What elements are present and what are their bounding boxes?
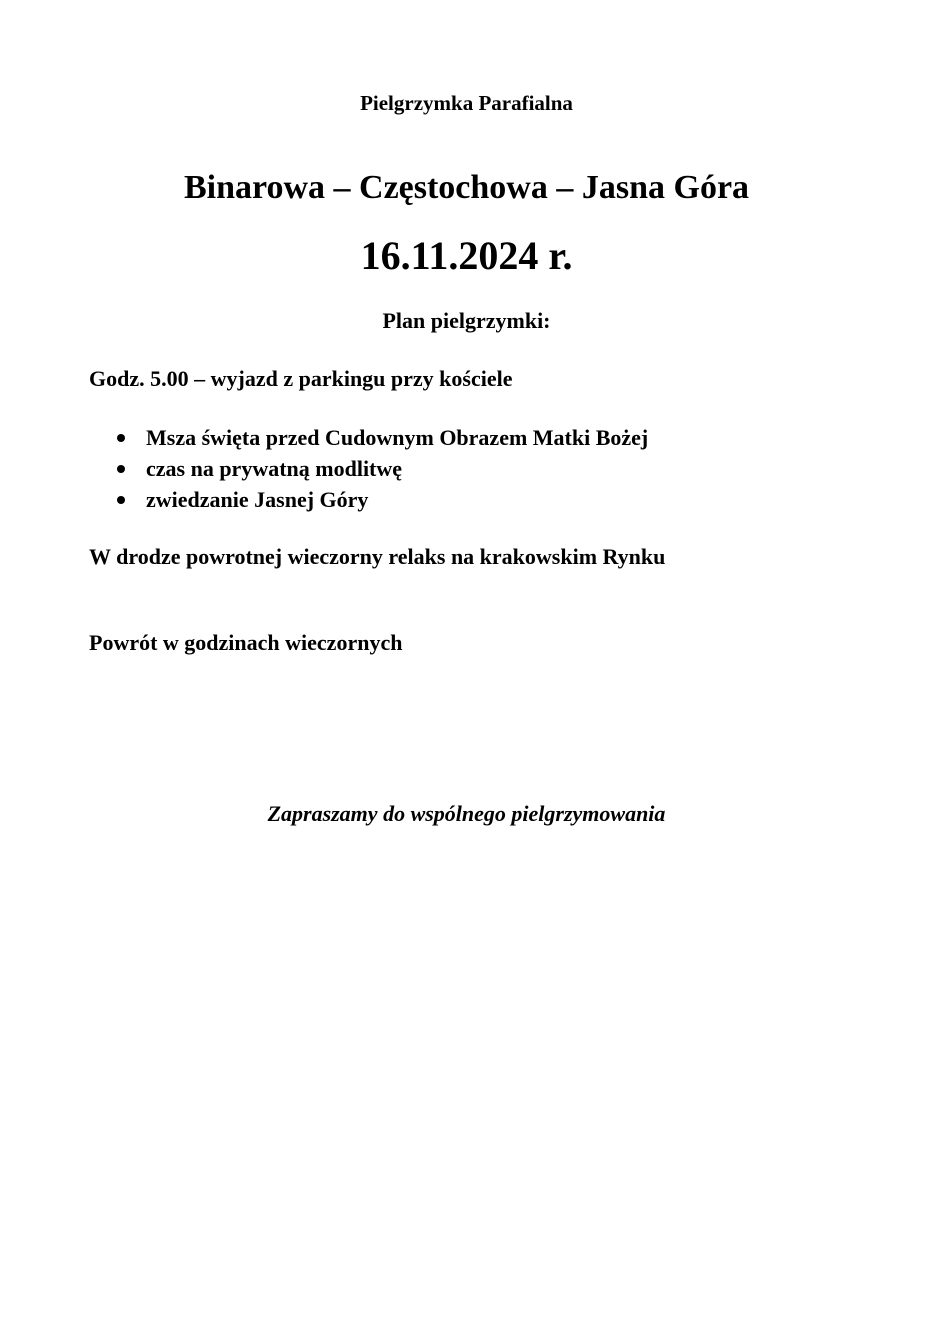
- invitation-text: Zapraszamy do wspólnego pielgrzymowania: [267, 801, 666, 826]
- plan-heading: Plan pielgrzymki:: [382, 308, 551, 333]
- return-time-text: Powrót w godzinach wieczornych: [89, 630, 403, 655]
- list-item: [115, 426, 648, 457]
- list-item-text: czas na prywatną modlitwę: [146, 456, 403, 481]
- pilgrimage-plan-list: [115, 426, 648, 519]
- pilgrimage-route-title: Binarowa – Częstochowa – Jasna Góra: [183, 169, 750, 206]
- bullet-icon: [117, 465, 125, 473]
- pilgrimage-date: 16.11.2024 r.: [360, 233, 573, 278]
- return-trip-text: W drodze powrotnej wieczorny relaks na krakowskim Rynku: [89, 544, 666, 569]
- document-subtitle: Pielgrzymka Parafialna: [360, 91, 573, 115]
- list-item: [115, 488, 648, 519]
- departure-time-text: Godz. 5.00 – wyjazd z parkingu przy kościele: [89, 366, 513, 391]
- bullet-icon: [117, 434, 125, 442]
- list-item: [115, 457, 648, 488]
- list-item-text: zwiedzanie Jasnej Góry: [146, 487, 369, 512]
- list-item-text: Msza święta przed Cudownym Obrazem Matki Bożej: [146, 425, 649, 450]
- bullet-icon: [117, 496, 125, 504]
